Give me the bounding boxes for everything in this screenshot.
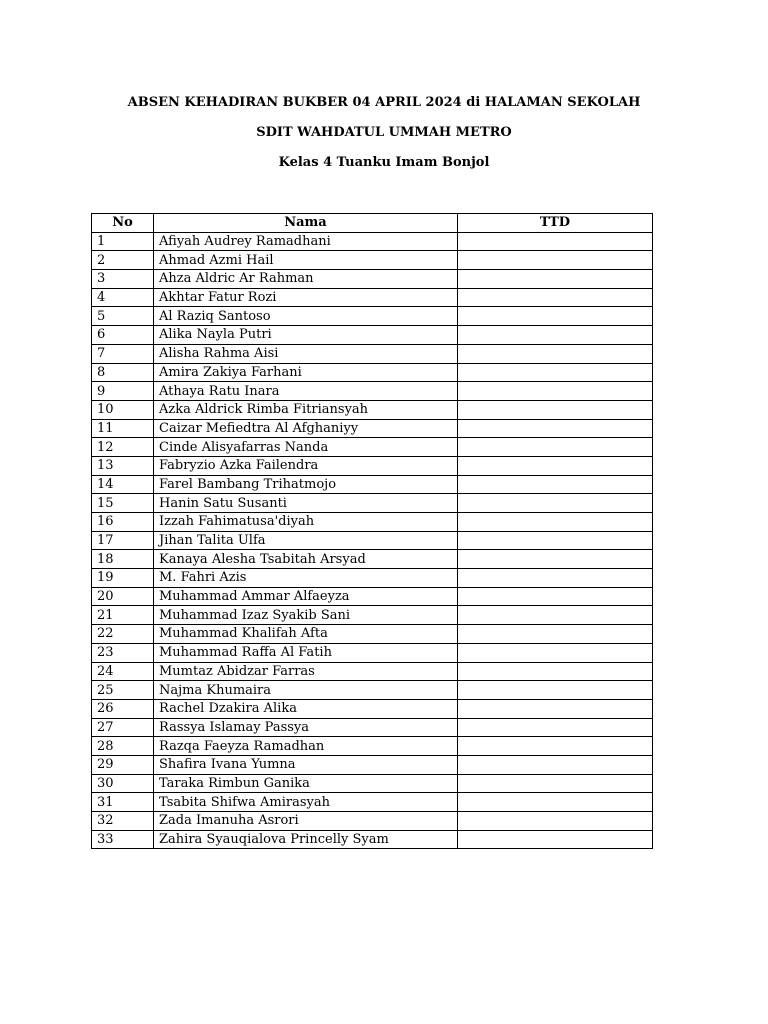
signature-cell xyxy=(458,419,653,438)
student-name: Ahmad Azmi Hail xyxy=(154,251,458,270)
row-number: 5 xyxy=(92,307,154,326)
student-name: Muhammad Raffa Al Fatih xyxy=(154,643,458,662)
student-name: M. Fahri Azis xyxy=(154,569,458,588)
signature-cell xyxy=(458,774,653,793)
student-name: Shafira Ivana Yumna xyxy=(154,755,458,774)
table-row xyxy=(92,625,653,644)
signature-cell xyxy=(458,232,653,251)
row-number: 31 xyxy=(92,793,154,812)
row-number: 15 xyxy=(92,494,154,513)
signature-cell xyxy=(458,625,653,644)
table-row xyxy=(92,681,653,700)
row-number: 6 xyxy=(92,326,154,345)
table-header-row xyxy=(92,214,653,233)
row-number: 8 xyxy=(92,363,154,382)
table-row xyxy=(92,326,653,345)
student-name: Zahira Syauqialova Princelly Syam xyxy=(154,830,458,849)
signature-cell xyxy=(458,494,653,513)
signature-cell xyxy=(458,737,653,756)
row-number: 22 xyxy=(92,625,154,644)
row-number: 12 xyxy=(92,438,154,457)
school-name: SDIT WAHDATUL UMMAH METRO xyxy=(256,125,512,140)
signature-cell xyxy=(458,812,653,831)
student-name: Amira Zakiya Farhani xyxy=(154,363,458,382)
row-number: 1 xyxy=(92,232,154,251)
table-row xyxy=(92,419,653,438)
signature-cell xyxy=(458,587,653,606)
table-row xyxy=(92,606,653,625)
student-name: Al Raziq Santoso xyxy=(154,307,458,326)
signature-cell xyxy=(458,438,653,457)
student-name: Muhammad Ammar Alfaeyza xyxy=(154,587,458,606)
row-number: 33 xyxy=(92,830,154,849)
table-row xyxy=(92,531,653,550)
row-number: 16 xyxy=(92,513,154,532)
row-number: 3 xyxy=(92,270,154,289)
table-row xyxy=(92,456,653,475)
row-number: 29 xyxy=(92,755,154,774)
student-name: Azka Aldrick Rimba Fitriansyah xyxy=(154,400,458,419)
signature-cell xyxy=(458,326,653,345)
signature-cell xyxy=(458,251,653,270)
table-row xyxy=(92,232,653,251)
row-number: 25 xyxy=(92,681,154,700)
signature-cell xyxy=(458,550,653,569)
table-row xyxy=(92,475,653,494)
table-body xyxy=(92,232,653,849)
row-number: 20 xyxy=(92,587,154,606)
table-row xyxy=(92,830,653,849)
table-row xyxy=(92,513,653,532)
signature-cell xyxy=(458,755,653,774)
student-name: Cinde Alisyafarras Nanda xyxy=(154,438,458,457)
row-number: 21 xyxy=(92,606,154,625)
table-row xyxy=(92,270,653,289)
signature-cell xyxy=(458,718,653,737)
table-row xyxy=(92,363,653,382)
table-row xyxy=(92,438,653,457)
table-row xyxy=(92,494,653,513)
signature-cell xyxy=(458,699,653,718)
table-row xyxy=(92,307,653,326)
row-number: 11 xyxy=(92,419,154,438)
row-number: 18 xyxy=(92,550,154,569)
table-row xyxy=(92,755,653,774)
row-number: 30 xyxy=(92,774,154,793)
student-name: Hanin Satu Susanti xyxy=(154,494,458,513)
student-name: Farel Bambang Trihatmojo xyxy=(154,475,458,494)
student-name: Razqa Faeyza Ramadhan xyxy=(154,737,458,756)
signature-cell xyxy=(458,793,653,812)
student-name: Najma Khumaira xyxy=(154,681,458,700)
row-number: 14 xyxy=(92,475,154,494)
row-number: 27 xyxy=(92,718,154,737)
signature-cell xyxy=(458,662,653,681)
column-header-no: No xyxy=(92,214,154,233)
student-name: Muhammad Izaz Syakib Sani xyxy=(154,606,458,625)
student-name: Taraka Rimbun Ganika xyxy=(154,774,458,793)
signature-cell xyxy=(458,643,653,662)
table-row xyxy=(92,737,653,756)
student-name: Tsabita Shifwa Amirasyah xyxy=(154,793,458,812)
student-name: Athaya Ratu Inara xyxy=(154,382,458,401)
document-title: ABSEN KEHADIRAN BUKBER 04 APRIL 2024 di HALAMAN SEKOLAH xyxy=(127,95,641,110)
student-name: Mumtaz Abidzar Farras xyxy=(154,662,458,681)
signature-cell xyxy=(458,363,653,382)
table-row xyxy=(92,382,653,401)
signature-cell xyxy=(458,606,653,625)
table-row xyxy=(92,344,653,363)
signature-cell xyxy=(458,475,653,494)
signature-cell xyxy=(458,400,653,419)
table-row xyxy=(92,699,653,718)
student-name: Afiyah Audrey Ramadhani xyxy=(154,232,458,251)
signature-cell xyxy=(458,513,653,532)
column-header-ttd: TTD xyxy=(458,214,653,233)
row-number: 10 xyxy=(92,400,154,419)
row-number: 17 xyxy=(92,531,154,550)
student-name: Kanaya Alesha Tsabitah Arsyad xyxy=(154,550,458,569)
row-number: 9 xyxy=(92,382,154,401)
table-row xyxy=(92,793,653,812)
row-number: 7 xyxy=(92,344,154,363)
class-name: Kelas 4 Tuanku Imam Bonjol xyxy=(278,155,490,170)
row-number: 2 xyxy=(92,251,154,270)
table-row xyxy=(92,774,653,793)
signature-cell xyxy=(458,830,653,849)
column-header-nama: Nama xyxy=(154,214,458,233)
row-number: 19 xyxy=(92,569,154,588)
table-row xyxy=(92,550,653,569)
student-name: Muhammad Khalifah Afta xyxy=(154,625,458,644)
student-name: Jihan Talita Ulfa xyxy=(154,531,458,550)
row-number: 23 xyxy=(92,643,154,662)
table-row xyxy=(92,251,653,270)
signature-cell xyxy=(458,382,653,401)
row-number: 28 xyxy=(92,737,154,756)
row-number: 26 xyxy=(92,699,154,718)
signature-cell xyxy=(458,569,653,588)
row-number: 32 xyxy=(92,812,154,831)
table-row xyxy=(92,400,653,419)
signature-cell xyxy=(458,288,653,307)
table-row xyxy=(92,718,653,737)
signature-cell xyxy=(458,344,653,363)
signature-cell xyxy=(458,307,653,326)
row-number: 24 xyxy=(92,662,154,681)
table-row xyxy=(92,812,653,831)
signature-cell xyxy=(458,270,653,289)
student-name: Zada Imanuha Asrori xyxy=(154,812,458,831)
table-row xyxy=(92,587,653,606)
student-name: Caizar Mefiedtra Al Afghaniyy xyxy=(154,419,458,438)
attendance-table xyxy=(91,213,653,849)
student-name: Alisha Rahma Aisi xyxy=(154,344,458,363)
student-name: Fabryzio Azka Failendra xyxy=(154,456,458,475)
student-name: Akhtar Fatur Rozi xyxy=(154,288,458,307)
table-row xyxy=(92,288,653,307)
student-name: Alika Nayla Putri xyxy=(154,326,458,345)
signature-cell xyxy=(458,681,653,700)
row-number: 4 xyxy=(92,288,154,307)
table-row xyxy=(92,569,653,588)
student-name: Izzah Fahimatusa'diyah xyxy=(154,513,458,532)
row-number: 13 xyxy=(92,456,154,475)
table-row xyxy=(92,662,653,681)
student-name: Ahza Aldric Ar Rahman xyxy=(154,270,458,289)
signature-cell xyxy=(458,531,653,550)
student-name: Rachel Dzakira Alika xyxy=(154,699,458,718)
signature-cell xyxy=(458,456,653,475)
table-row xyxy=(92,643,653,662)
student-name: Rassya Islamay Passya xyxy=(154,718,458,737)
